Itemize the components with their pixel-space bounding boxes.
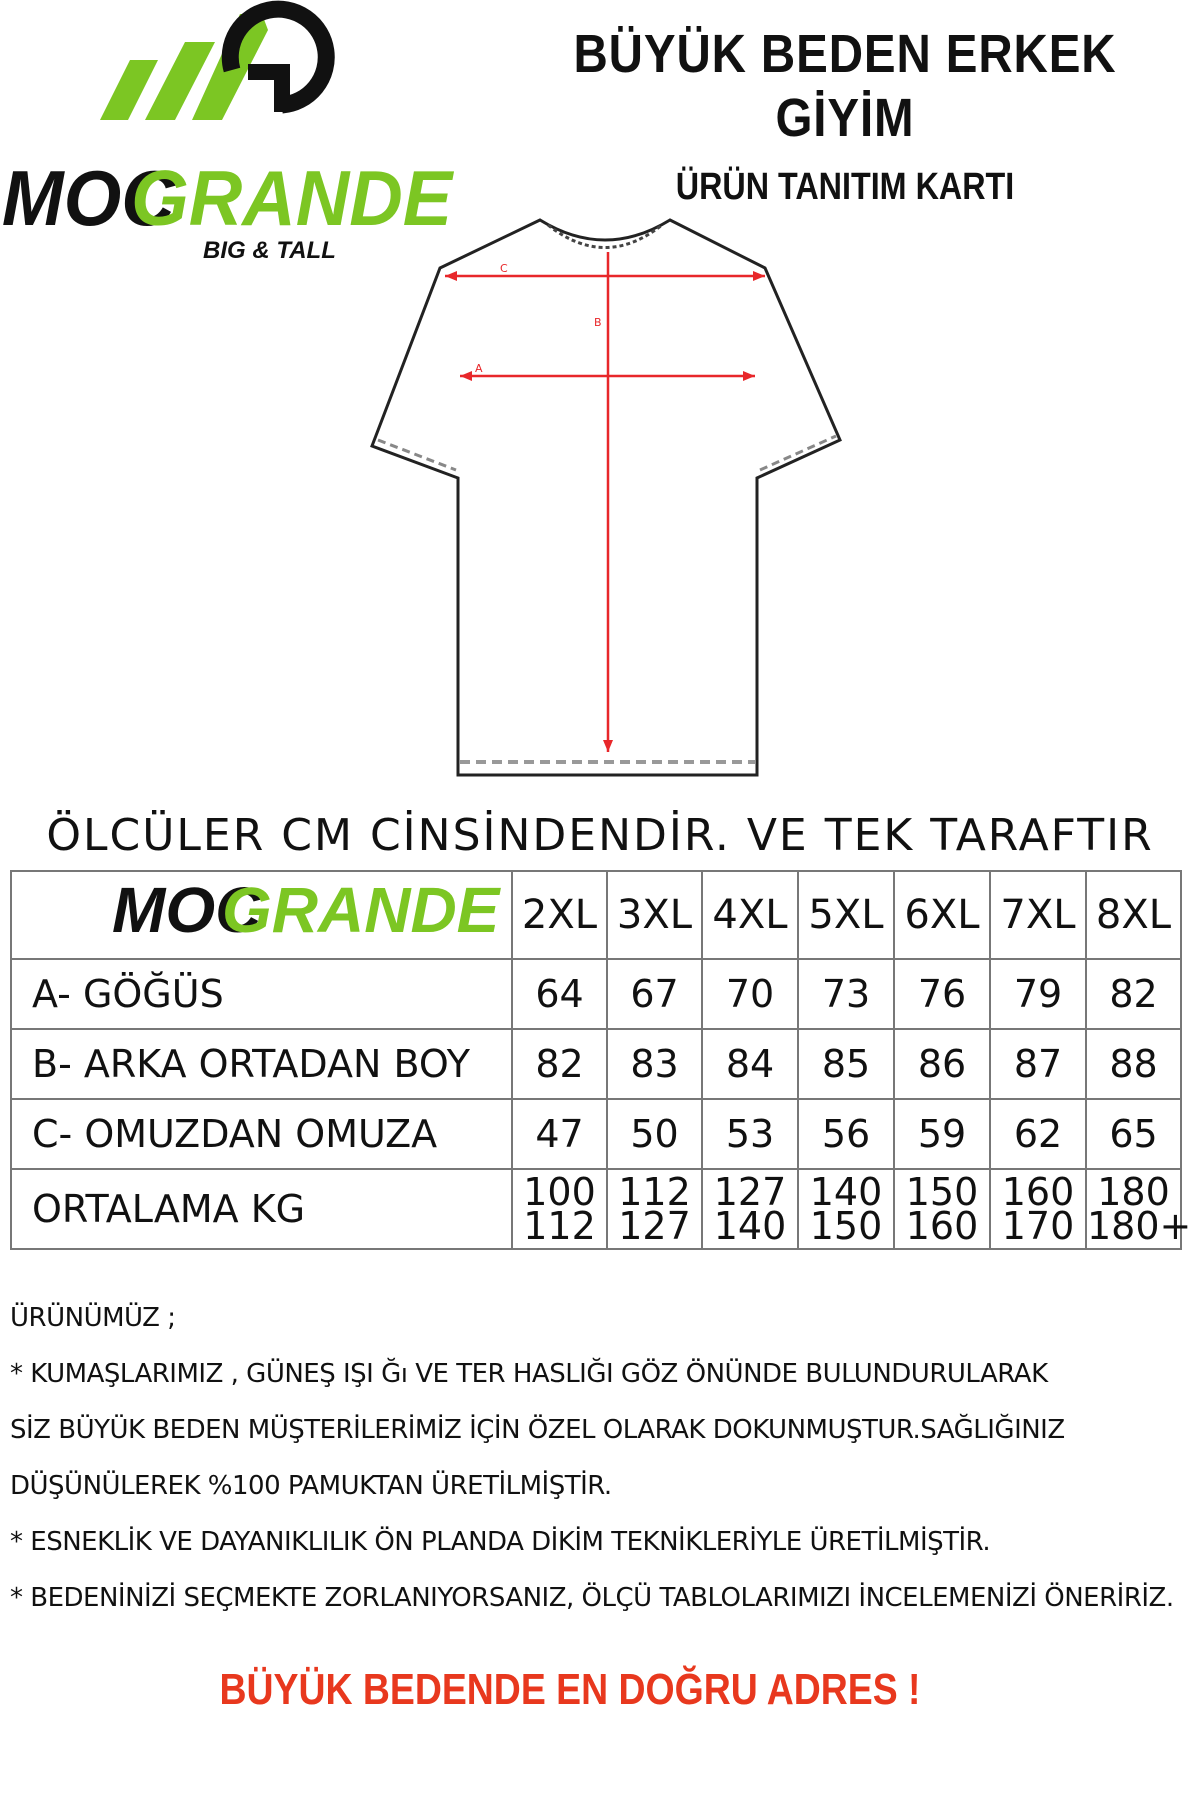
kg-cell xyxy=(512,1169,607,1249)
table-header-row xyxy=(11,871,1181,959)
size-col-header: 3XL xyxy=(607,871,702,959)
kg-bottom: 170 xyxy=(1001,1204,1075,1248)
table-logo-grande: GRANDE xyxy=(221,874,499,946)
size-col-header: 7XL xyxy=(990,871,1086,959)
table-brand-logo xyxy=(111,874,499,946)
table-row xyxy=(11,1029,1181,1099)
kg-bottom: 127 xyxy=(618,1204,691,1248)
logo-tagline: BIG & TALL xyxy=(203,237,336,264)
row-label: ORTALAMA KG xyxy=(11,1169,512,1249)
kg-cell xyxy=(607,1169,702,1249)
tshirt-diagram xyxy=(350,200,870,800)
page-title: BÜYÜK BEDEN ERKEK GİYİM xyxy=(573,24,1117,148)
slogan: BÜYÜK BEDENDE EN DOĞRU ADRES ! xyxy=(219,1665,921,1714)
brand-logo xyxy=(0,0,453,270)
logo-g-stem xyxy=(274,64,290,112)
table-cell: 56 xyxy=(798,1099,894,1169)
note-line: * KUMAŞLARIMIZ , GÜNEŞ IŞI Ğı VE TER HASLIĞI GÖZ ÖNÜNDE BULUNDURULARAK xyxy=(10,1359,1048,1389)
kg-top: 150 xyxy=(905,1170,979,1214)
note-line: SİZ BÜYÜK BEDEN MÜŞTERİLERİMİZ İÇİN ÖZEL OLARAK DOKUNMUŞTUR.SAĞLIĞINIZ xyxy=(10,1415,1065,1445)
kg-top: 140 xyxy=(809,1170,883,1214)
kg-bottom: 160 xyxy=(905,1204,979,1248)
table-row xyxy=(11,959,1181,1029)
page-header xyxy=(500,22,1190,209)
product-notes xyxy=(10,1290,1190,1626)
table-cell: 64 xyxy=(512,959,607,1029)
table-cell: 67 xyxy=(607,959,702,1029)
table-logo-moc: MOC xyxy=(111,874,261,946)
table-cell: 82 xyxy=(1086,959,1181,1029)
size-col-header: 5XL xyxy=(798,871,894,959)
size-col-header: 4XL xyxy=(702,871,798,959)
tshirt-outline xyxy=(372,220,840,775)
table-cell: 65 xyxy=(1086,1099,1181,1169)
kg-bottom: 112 xyxy=(523,1204,596,1248)
kg-top: 112 xyxy=(618,1170,691,1214)
kg-bottom: 140 xyxy=(713,1204,787,1248)
table-cell: 76 xyxy=(894,959,990,1029)
arrow-b-label: B xyxy=(594,316,602,329)
size-col-header: 8XL xyxy=(1086,871,1181,959)
table-row xyxy=(11,1099,1181,1169)
size-table xyxy=(10,870,1192,1250)
table-logo-cell xyxy=(11,871,512,959)
note-line: * BEDENİNİZİ SEÇMEKTE ZORLANIYORSANIZ, ÖLÇÜ TABLOLARIMIZI İNCELEMENİZİ ÖNERİRİZ. xyxy=(10,1583,1174,1613)
table-cell: 82 xyxy=(512,1029,607,1099)
row-label: B- ARKA ORTADAN BOY xyxy=(11,1029,512,1099)
page-subtitle: ÜRÜN TANITIM KARTI xyxy=(675,166,1015,208)
table-cell: 53 xyxy=(702,1099,798,1169)
logo-word-grande: GRANDE xyxy=(131,155,453,243)
table-cell: 50 xyxy=(607,1099,702,1169)
table-cell: 59 xyxy=(894,1099,990,1169)
size-col-header: 2XL xyxy=(512,871,607,959)
kg-top: 180 xyxy=(1097,1170,1170,1214)
kg-bottom: 180+ xyxy=(1087,1204,1192,1248)
arrow-c-label: C xyxy=(500,262,508,275)
note-line: ÜRÜNÜMÜZ ; xyxy=(10,1303,176,1333)
kg-cell xyxy=(702,1169,798,1249)
logo-stripe-1 xyxy=(100,60,158,120)
row-label: A- GÖĞÜS xyxy=(11,959,512,1029)
arrow-a-label: A xyxy=(475,362,483,375)
table-cell: 83 xyxy=(607,1029,702,1099)
kg-top: 100 xyxy=(523,1170,596,1214)
table-cell: 62 xyxy=(990,1099,1086,1169)
size-col-header: 6XL xyxy=(894,871,990,959)
note-line: DÜŞÜNÜLEREK %100 PAMUKTAN ÜRETİLMİŞTİR. xyxy=(10,1471,612,1501)
kg-cell xyxy=(1086,1169,1192,1249)
table-cell: 79 xyxy=(990,959,1086,1029)
table-cell: 86 xyxy=(894,1029,990,1099)
table-heading: ÖLCÜLER CM CİNSİNDENDİR. VE TEK TARAFTIR xyxy=(46,810,1154,861)
kg-cell xyxy=(990,1169,1086,1249)
table-cell: 84 xyxy=(702,1029,798,1099)
table-cell: 85 xyxy=(798,1029,894,1099)
table-cell: 47 xyxy=(512,1099,607,1169)
kg-cell xyxy=(894,1169,990,1249)
table-cell: 70 xyxy=(702,959,798,1029)
table-cell: 73 xyxy=(798,959,894,1029)
logo-word-moc: MOC xyxy=(1,155,175,243)
row-label: C- OMUZDAN OMUZA xyxy=(11,1099,512,1169)
kg-bottom: 150 xyxy=(809,1204,883,1248)
kg-top: 127 xyxy=(713,1170,787,1214)
table-row-kg xyxy=(11,1169,1181,1249)
kg-top: 160 xyxy=(1001,1170,1075,1214)
kg-cell xyxy=(798,1169,894,1249)
note-line: * ESNEKLİK VE DAYANIKLILIK ÖN PLANDA DİKİM TEKNİKLERİYLE ÜRETİLMİŞTİR. xyxy=(10,1527,991,1557)
table-cell: 87 xyxy=(990,1029,1086,1099)
table-cell: 88 xyxy=(1086,1029,1181,1099)
